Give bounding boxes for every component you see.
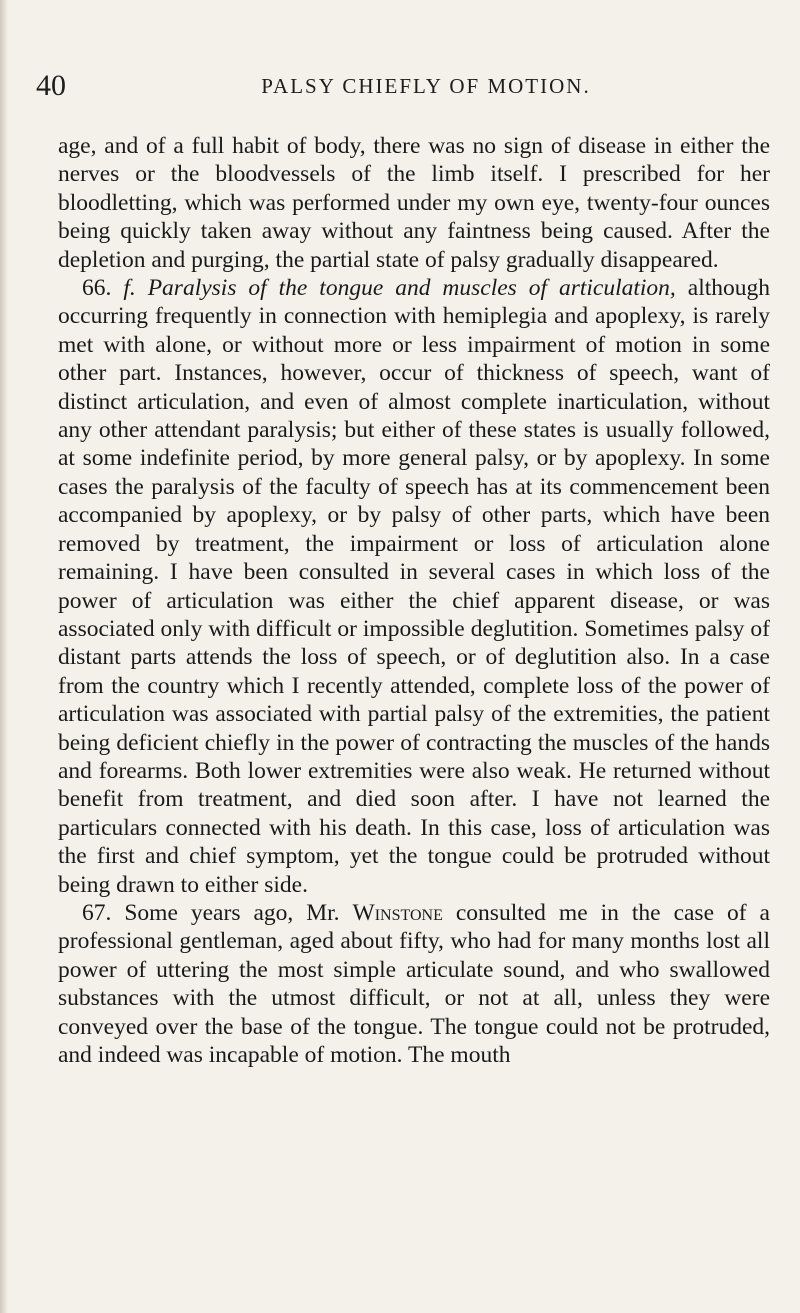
section-label-f: f.	[123, 275, 136, 302]
name-winstone: Winstone	[352, 899, 443, 926]
paragraph-67-text: consulted me in the case of a professional gentleman, aged about fifty, who had for many months lost all power of uttering the most simple articulate sound, and who swallowed substances with the utmost difficult, or not at all, unless they were conveyed over the base of the tongue. The tongue could not be protruded, and indeed was incapable of motion. The mouth	[58, 899, 770, 1068]
paragraph-67	[58, 899, 770, 1069]
section-title-paralysis-tongue: Paralysis of the tongue and muscles of articulation,	[147, 275, 676, 302]
paragraph-continuation: age, and of a full habit of body, there was no sign of disease in either the nerves or the bloodvessels of the limb itself. I prescribed for her bloodletting, which was performed under my own eye, twenty-four ounces being quickly taken away without any faintness being caused. After the depletion and purging, the partial state of palsy gradually disappeared.	[58, 133, 770, 273]
running-title: PALSY CHIEFLY OF MOTION.	[261, 74, 591, 98]
section-number-66: 66.	[82, 275, 112, 302]
page-header	[36, 66, 766, 106]
paragraph-67-intro: Some years ago, Mr.	[111, 899, 353, 926]
paragraph-66-text: although occurring frequently in connection with hemiplegia and apoplexy, is rarely met with alone, or without more or less impairment of motion in some other part. Instances, however, occur of thickness of speech, want of distinct articulation, and even of almost complete inarticulation, without any other attendant paralysis; but either of these states is usually followed, at some indefinite period, by more general palsy, or by apoplexy. In some cases the paralysis of the faculty of speech has at its commencement been accompanied by apoplexy, or by palsy of other parts, which have been removed by treatment, the impairment or loss of articulation alone remaining. I have been consulted in several cases in which loss of the power of articulation was either the chief apparent disease, or was associated only with difficult or impossible deglutition. Sometimes palsy of distant parts attends the loss of speech, or of deglutition also. In a case from the country which I recently attended, complete loss of the power of articulation was associated with partial palsy of the extremities, the patient being deficient chiefly in the power of contracting the muscles of the hands and forearms. Both lower extremities were also weak. He returned without benefit from treatment, and died soon after. I have not learned the particulars connected with his death. In this case, loss of articulation was the first and chief symptom, yet the tongue could be protruded without being drawn to either side.	[58, 275, 770, 898]
spine-shadow	[0, 0, 8, 1313]
body-text	[58, 132, 770, 1069]
section-number-67: 67.	[82, 899, 112, 926]
page-number: 40	[36, 69, 66, 102]
paragraph-66	[58, 274, 770, 899]
